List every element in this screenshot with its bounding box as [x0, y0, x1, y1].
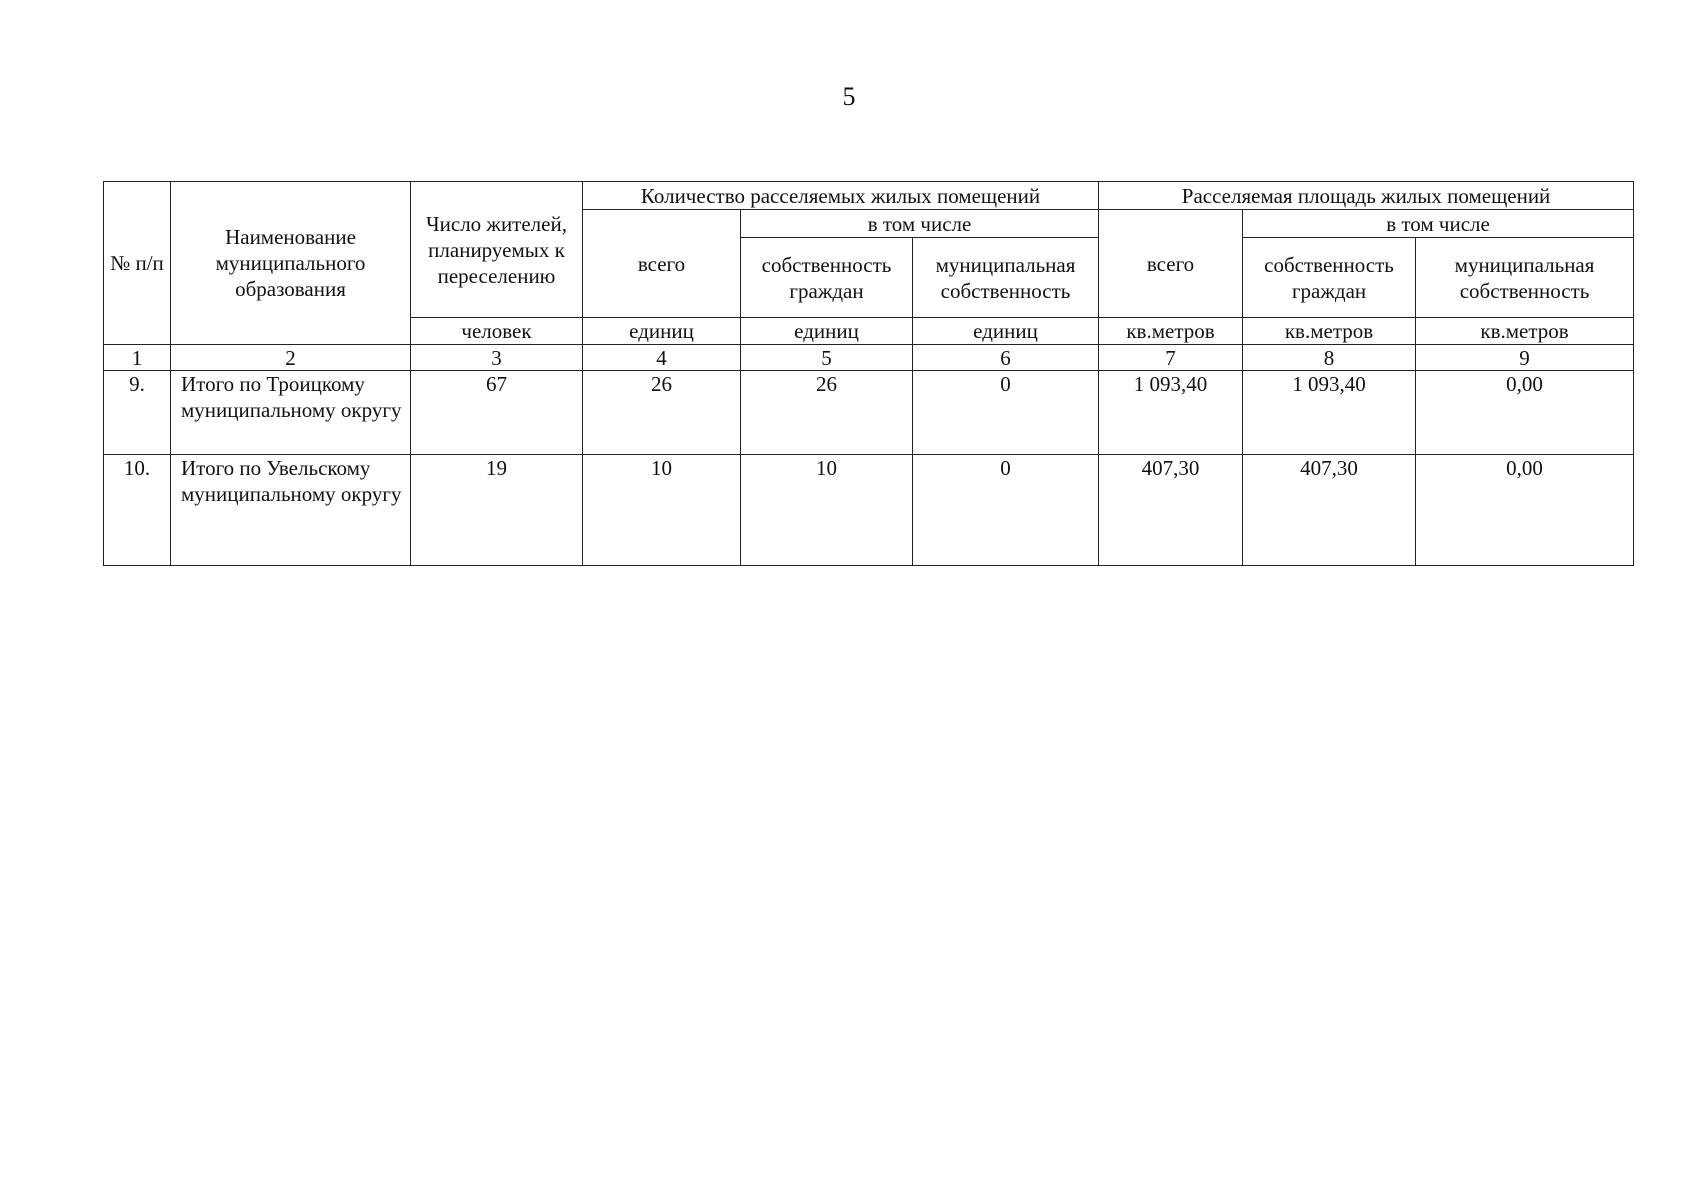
resettlement-table [103, 181, 1634, 566]
column-number-cell: 9 [1416, 345, 1634, 371]
column-number-cell: 2 [171, 345, 411, 371]
unit-cell: кв.метров [1243, 318, 1416, 345]
column-number-cell: 6 [913, 345, 1099, 371]
column-number-cell: 4 [583, 345, 741, 371]
header-in-that-number-count: в том числе [741, 210, 1099, 238]
table-row [104, 455, 1634, 566]
row-private-count: 10 [741, 455, 913, 566]
row-residents: 19 [411, 455, 583, 566]
column-number-cell: 1 [104, 345, 171, 371]
unit-cell: кв.метров [1416, 318, 1634, 345]
header-in-that-number-area: в том числе [1243, 210, 1634, 238]
header-group-count: Количество расселяемых жилых помещений [583, 182, 1099, 210]
header-total-count: всего [583, 210, 741, 318]
header-col-name: Наименование муниципального образования [171, 182, 411, 345]
row-municipal-count: 0 [913, 455, 1099, 566]
unit-cell: человек [411, 318, 583, 345]
row-municipal-area: 0,00 [1416, 455, 1634, 566]
unit-cell: единиц [583, 318, 741, 345]
column-number-cell: 5 [741, 345, 913, 371]
row-private-area: 407,30 [1243, 455, 1416, 566]
row-residents: 67 [411, 371, 583, 455]
header-group-area: Расселяемая площадь жилых помещений [1099, 182, 1634, 210]
header-private-count: собственность граждан [741, 238, 913, 318]
row-total-count: 26 [583, 371, 741, 455]
header-total-area: всего [1099, 210, 1243, 318]
row-total-area: 1 093,40 [1099, 371, 1243, 455]
row-municipal-area: 0,00 [1416, 371, 1634, 455]
header-private-area: собственность граждан [1243, 238, 1416, 318]
table-row [104, 371, 1634, 455]
unit-cell: кв.метров [1099, 318, 1243, 345]
header-col-residents: Число жителей, планируемых к переселению [411, 182, 583, 318]
unit-cell: единиц [913, 318, 1099, 345]
column-number-cell: 8 [1243, 345, 1416, 371]
header-col-no: № п/п [104, 182, 171, 345]
row-municipal-count: 0 [913, 371, 1099, 455]
row-no: 9. [104, 371, 171, 455]
page-number: 5 [842, 82, 856, 111]
unit-cell: единиц [741, 318, 913, 345]
row-total-count: 10 [583, 455, 741, 566]
column-number-cell: 3 [411, 345, 583, 371]
row-name: Итого по Троицкому муниципальному округу [171, 371, 411, 455]
row-private-area: 1 093,40 [1243, 371, 1416, 455]
header-municipal-count: муниципальная собственность [913, 238, 1099, 318]
row-no: 10. [104, 455, 171, 566]
header-municipal-area: муниципальная собственность [1416, 238, 1634, 318]
row-total-area: 407,30 [1099, 455, 1243, 566]
column-number-cell: 7 [1099, 345, 1243, 371]
row-private-count: 26 [741, 371, 913, 455]
row-name: Итого по Увельскому муниципальному округу [171, 455, 411, 566]
